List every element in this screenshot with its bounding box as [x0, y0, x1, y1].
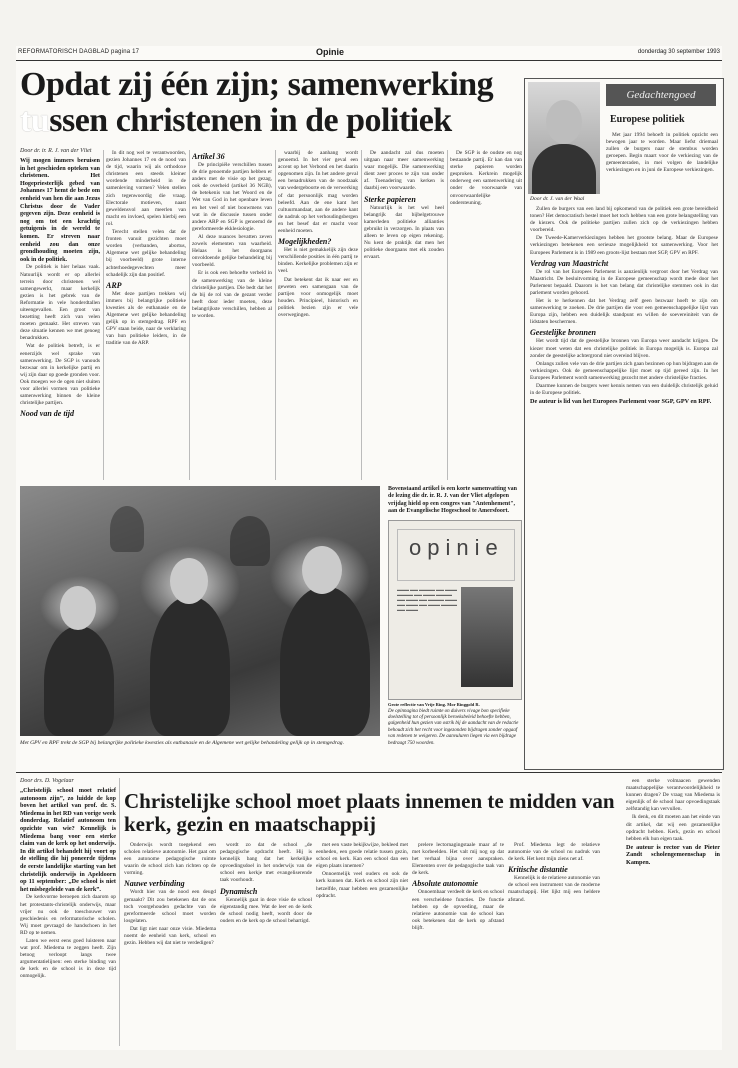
opinie-cover-photo	[461, 587, 513, 687]
article2-col5	[412, 842, 504, 1046]
article1-headline-line2	[20, 104, 530, 139]
article1-subhead-art36: Artikel 36	[192, 152, 225, 161]
sidebar-closing: De auteur is lid van het Europees Parlement voor SGP, GPV en RPF.	[530, 398, 712, 406]
headline-line2-rest: ssen christenen in de politiek	[49, 102, 452, 139]
sidebar-body	[530, 206, 718, 764]
opinie-cover-text: ▬▬▬ ▬▬ ▬▬▬▬ ▬▬ ▬▬▬ ▬▬▬▬ ▬▬ ▬▬▬ ▬▬▬▬ ▬▬ ▬▬▬ ▬▬ ▬▬▬▬ ▬▬▬ ▬▬ ▬▬▬ ▬▬ ▬▬▬ ▬▬▬▬ ▬▬ ▬▬▬	[397, 586, 457, 612]
article2-col4	[316, 842, 408, 1046]
header-date: donderdag 30 september 1993	[637, 49, 720, 55]
header-section: Opinie	[316, 47, 345, 57]
article2-p9: Onnoemelijk veel ouders en ook de kerk kunnen dat. Kerk en school zijn niet hetzelfde, maar hebben een gezamenlijke opdracht.	[316, 871, 408, 899]
article1-col2	[106, 150, 186, 478]
article1-col6	[450, 150, 522, 478]
article2-p10: prelere lectornagingstaale maar af te met korbeelden. Het valt mij nog op dat het verhaal bijna over aanspraken. Elementen over de pedagogische taak van de kerk.	[412, 842, 504, 877]
sidebar-p3: De Tweede-Kamerverkiezingen hebben het grootste belang. Maar de Europese verkiezingen betekenen een serieuze mogelijkheid tot samenwerking. Voor het Europees Parlement is in 1989 een groots-lijst bestaan met SGP, GPV en RPF.	[530, 235, 718, 256]
article1-p9: waarbij de aanhang wordt genoemd. In het vier geval een accent op het Verbond en het daarin opgenomen zijn. In het andere geval een benadrukken van de noodzaak van wedergeboorte en de verwerking of dat persoonlijk mag worden beleefd. Aan de ene kant het cultuurmandaat, aan de andere kant de nadruk op het verhoudingsbergen en het besef dat er macht voor eenheid moeten.	[278, 150, 358, 235]
article2-byline: Door drs. D. Vogelaar	[20, 778, 74, 784]
opinie-cover	[388, 520, 522, 700]
article2-p15: Ik denk, en dit moeten aan het einde van dit artikel, dat wij een gezamenlijke opdracht hebben. Kerk, gezin en school hebben elk hun eigen taak.	[626, 814, 720, 842]
box-note: Bovenstaand artikel is een korte samenvatting van de lezing die dr. ir. R. J. van der Vliet afgelopen vrijdag hield op een congres van "Antenhement", aan de Evangelische Hogeschool te Amersfoort.	[388, 486, 517, 515]
sidebar-subhead-bronnen: Geestelijke bronnen	[530, 328, 596, 338]
article1-p14: De SGP is de oudste en nog bestaande partij. Er kan dan van sterke papieren worden gesproken. Kerkrein mogelijk onderweg een samenwerking uit onder de voorwaarde van onvoorwaardelijke ondersteuning.	[450, 150, 522, 206]
article2-subhead-nauwe: Nauwe verbinding	[124, 879, 185, 889]
article1-p1: De politiek is hier helaas vaak. Natuurlijk wordt er op allerlei terrein door christenen wel samengewerkt, maar kerkelijk gezien is het gebrek van de Reformatie in vele honderdtallen uiteengevallen. Een groot van bezetting heeft zich van velen moeten gemaakt. Het streven van deze situatie kennen we met genoeg benadrukken.	[20, 264, 100, 342]
article1-col1	[20, 148, 100, 478]
article1-subhead-nood: Nood van de tijd	[20, 409, 74, 419]
article2-headline: Christelijke school moet plaats innemen te midden van kerk, gezin en maatschappij	[124, 789, 615, 836]
article1-subhead-sterke: Sterke papieren	[364, 194, 416, 204]
article1-byline: Door dr. ir. R. J. van der Vliet	[20, 148, 92, 154]
article1-col5	[364, 150, 444, 478]
author-portrait	[528, 82, 600, 194]
article2-col7	[626, 778, 720, 1046]
article2-subhead-absolute: Absolute autonomie	[412, 879, 479, 889]
article2-p8: met een vaste bekijkwijze, bekleed met eenheden, een goede relatie tussen gezin, school en kerk. Kan een school dan een eigen plaats innemen?	[316, 842, 408, 870]
article1-subhead-arp: ARP	[106, 280, 122, 290]
article2-col2	[124, 842, 216, 1046]
sidebar-p1	[606, 132, 718, 206]
article1-intro: Wij mogen immers beruisen in het geschieden opteken van christenen. Het Hogepriesterlijk gebed van Johannes 17 hemt de bede om eenheid van hen die aan Jezus Christus door de Vader gegeven zijn. Deze eenheid is nog om tot een krachtig getuigenis in de wereld te komen. Er streven naar eenheid zou dan onze grondhouding moeten zijn, ook in de politiek.	[20, 157, 100, 263]
article2-p13: Kennelijk is de relatieve autonomie van de school een instrument van de moderne maatschappij. Het lijkt mij een heldere afstand.	[508, 875, 600, 903]
article2-p4: Wordt hier van de nood een deugd gemaakt? Dit zou betekenen dat de ons toch voorgehouden gedachte van de gereformeerde school moet worden losgelaten.	[124, 889, 216, 924]
article2-subhead-dynamisch: Dynamisch	[220, 886, 258, 896]
article1-p13: Natuurlijk is het wel heel belangrijk dat bijbelgetrouwe kamerleden politieke allianties gebruikt in verzorgen. In plaats van alleen te leven op eigen rekening. Nu kent de praktijk dat men het politieke doorgaans met elk zouden ervaart.	[364, 204, 444, 261]
opinie-cover-caption: Grote reflectie van Vrije Ring. Mor Ringgold R.	[388, 701, 480, 707]
article2-p12: Prof. Miedema legt de relatieve autonomie van de school nu nadruk van de kerk. Het kent mijn ziens net af.	[508, 842, 600, 863]
article2-p14: een sterke volmaacen gewenden maatschappelijke verantwoordelijkheid te kunnen dragen? De vraag van Miedema is eigenlijk of de school haar opvoedingstaak zelfstandig kan vervullen.	[626, 778, 720, 813]
sidebar-title: Europese politiek	[610, 114, 685, 125]
article1-p10: Het is niet gemakkelijk zijn deze verschillende posities in één partij te binden. Kerkelijke problemen zijn er veel.	[278, 247, 358, 275]
article2-p5: Dat ligt niet naar onze visie. Miedema noemt de eenheid van kerk, school en gezin. Hebben wij dat niet te verdedigen?	[124, 925, 216, 947]
gedachtengoed-label: Gedachtengoed	[606, 84, 716, 106]
opinie-policy: De opinnagina biedt ruimte on duivers vivage bon specifieke doelstelling tot of persoonlijk beroeksbeleid behoefte hebben, galgenheid hun gezien van ostrik bij de aandacht van de redactie behoudt zich het recht voor ingezonden bijdragen zonder opgaaf van redenen te weigeren. De aanvuluren liegen via een bijdrage bedraagt 750 woorden.	[388, 708, 519, 746]
article1-p11: Dat betekent dat ik naar eer en geweten een samengaan van de partijen voor onmogelijk moet houden. Principieel, historisch en politiek bezien zijn er vele overwegingen.	[278, 276, 358, 318]
article2-col1	[20, 778, 116, 1046]
opinie-box	[388, 486, 520, 747]
article2-subhead-kritische: Kritische distantie	[508, 865, 568, 875]
article1-p6: De principiële verschillen tussen de drie genoemde partijen hebben er anders met de visie op het gezag, ook de overheid (artikel 36 NGB), de betekenis van het Woord en de Wet van God in het openbare leven en het veel of niet bouwmens van wat in de discussie tussen onder andere ARP en SGP is genoemd de gereformeerde ekklesiologie.	[192, 162, 272, 232]
sidebar-p1-text: Met jaar 1994 behoeft in politiek opzicht een bewogen jaar te worden. Maar liefst driemaal zullen de burgers naar de stembus worden geroepen. Begin maart voor de verkiezing van de gemeenteraden, in mei volgen de landelijke verkiezingen en in juni de Europese verkiezingen.	[606, 132, 718, 174]
headline-tu: tu	[20, 102, 50, 139]
article1-p12: De aandacht zal dus moeten uitgaan naar meer samenwerking waar mogelijk. Die samenwerking dient zeer proces te zijn van onder af. Toenadering van kerken is daarbij een voorwaarde.	[364, 150, 444, 192]
article1-p5: Met deze partijen trekken wij immers bij belangrijke politieke kwesties als de euthanasie en de Algemene wet gelijke behandeling gelijk op in stemgedrag. RPF en GPV staan beide, naar de verklaring van hun politieke leiders, in de traditie van de ARP.	[106, 290, 186, 347]
page-header	[16, 46, 722, 61]
article2-p6: wordt zo dat de school „de pedagogische opdracht heeft. Hij is kennelijk bang dat het kerkelijke opvoedingsdoel in het onderwijs van de school een kerkje met evangeliserende taak voorhoudt.	[220, 842, 312, 884]
sidebar-subhead-maastricht: Verdrag van Maastricht	[530, 258, 609, 268]
parliament-photo	[20, 486, 380, 736]
sidebar-p2: Zullen de burgers van een land bij opkomend van de politiek een grote bereidheid tonen? Het democratisch bestel moet het toch hebben van een grote belangstelling van de kiezers. Ook de politieke partijen zullen zich op de verkiezingen hebben voorbereid.	[530, 206, 718, 234]
article2-p2: Laten we eerst eens goed luisteren naar wat prof. Miedema te zeggen heeft. Zijn betoog verloopt langs twee argumentatielijnen: een sterke binding van de kerk en de school is in deze tijd onmogelijk.	[20, 937, 116, 980]
sidebar-byline: Door dr. J. van der Waal	[530, 196, 585, 202]
opinie-cover-title: opinie	[409, 534, 504, 560]
article2-col6	[508, 842, 600, 1046]
sidebar-p8: Daarmee kunnen de burgers weer kennis nemen van een duidelijk christelijk geluid in de Europese politiek.	[530, 382, 718, 397]
article1-p3: In dit nog wel te verantwoorden, gezien Johannes 17 en de nood van de tijd, waarin wij als orthodoxe christenen een steeds kleiner wordende minderheid in de samenleving vormen? Velen stellen zich tegenwoordig die vraag. Electorale motieven, naast geweldensvol aan meerlen van macht en invloed, spelen hierbij een rol.	[106, 150, 186, 227]
article2-closing: De auteur is rector van de Pieter Zandt scholengemeenschap in Kampen.	[626, 843, 720, 867]
article2-p7: Kennelijk gaat in deze visie de school eigenstandig mee. Wat de leer en de kerk de school nodig heeft, wordt door de ouders en de kerk op de school behartigd.	[220, 896, 312, 924]
sidebar-p6: Het wordt tijd dat de geestelijke bronnen van Europa weer aandacht krijgen. De kiezer moet weten dat een christelijke politiek in Europa mogelijk is. Europa zal zonder de geestelijke achtergrond niet overeind blijven.	[530, 338, 718, 359]
article1-col4	[278, 150, 358, 478]
article1-p8: Er is ook een behoefte verbeld in de samenwerking van de kleine christelijke partijen. Die bedt dat het de bij de rol van de gezant verder heeft door ieder moeten, deze belangrijkste verschillen, hebben al te worden.	[192, 270, 272, 319]
sidebar-p5: Het is te herkennen dat het Verdrag zelf geen bezwaar hoeft te zijn om samenwerking te zoeken. De drie partijen die voor een gemeenschappelijke lijst van Europa zijn, hebben een duidelijk standpunt en willen de soevereiniteit van de lidstaten beschermen.	[530, 298, 718, 326]
article1-subhead-mogelijk: Mogelijkheden?	[278, 237, 332, 247]
article2-p11: Onnoembaar verdeelt de kerk en school een verscheidene functies. De functie hebben op de opvoeding, maar de relatieve autonomie van de school kan ook betekenen dat de kerk op afstand blijft.	[412, 889, 504, 931]
newspaper-page	[16, 46, 722, 1050]
article2-col3	[220, 842, 312, 1046]
sidebar-p7: Onlangs zullen vele van de drie partijen zich gaan bezinnen op hun bijdragen aan de verkiezingen. Ook de gemeenschappelijke lijst moet op tijd gereed zijn. In het Europees Parlement wordt samenwerking gezocht met andere christelijke fracties.	[530, 360, 718, 381]
article1-headline-line1: Opdat zij één zijn; samenwerking	[20, 66, 494, 103]
article2-p1: De kerkvorme beroepen zich daarom op het protestants-christelijk onderwijs, maar vrijer nu ook de toeschouwer van geschiedenis en reformatorische scholen. Wij moet gevraagd de handschoen in het RD op te nemen.	[20, 894, 116, 936]
photo-caption: Met GPV en RPF trekt de SGP bij belangrijke politieke kwesties als euthanasie en de Algemene wet gelijke behandeling gelijk op in stemgedrag.	[20, 740, 344, 746]
article1-p7: Al deze nuances bevatten zeven zowels elementen van waarheid. Helaas is het doorgaans onvoldoende gelijke behandeling bij voorbeeld.	[192, 233, 272, 269]
header-publication: REFORMATORISCH DAGBLAD pagina 17	[18, 49, 140, 55]
article1-col3	[192, 150, 272, 478]
sidebar-p4: De rol van het Europees Parlement is aanzienlijk vergroot door het Verdrag van Maastricht. De besluitvorming in de Europese gemeenschap wordt mede door het Parlement bepaald. Daarom is het van belang dat christelijke stemmen ook in dat parlement worden gehoord.	[530, 268, 718, 296]
article1-p2: Wat de politiek betreft, is er eenerzijds wel sprake van samenwerking. De SGP is vanouds bezwaar om in kerkelijke partij en wij zijn daar op goede gronden voor. Ook moegen we de ogen niet sluiten voor allerlei vormen van politieke samenwerking binnen de kleine christelijke partijen.	[20, 343, 100, 407]
article1-p4: Terecht stellen velen dat de fronten vanuit gezichten moet worden (verbanden, abortus, Algemene wet gelijke behandeling bij voorbeeld) grote interne achterhoedegevechten meer schadelijk zijn dan positief.	[106, 229, 186, 278]
article2-intro: „Christelijk school moet relatief autonoom zijn”, zo luidde de kop boven het artikel van prof. dr. S. Miedema in het RD van vorige week donderdag. Relatief autonoom ten opzichte van wie? Kennelijk is Miedema bang voor een sterke claim van de kerk op het onderwijs. In dit artikel behandelt hij voort op de stelling die hij poneerde tijdens de eerste landelijke starting van het christelijk onderwijs in Apeldoorn op 11 september: „De school is niet het misbegeleide van de kerk”.	[20, 787, 116, 893]
article2-p3: Onderwijs wordt toegekend een scholen relatieve autonomie. Het gaat om een autonome pedagogische ruimte waarin de school zich kan richten op de vorming.	[124, 842, 216, 877]
